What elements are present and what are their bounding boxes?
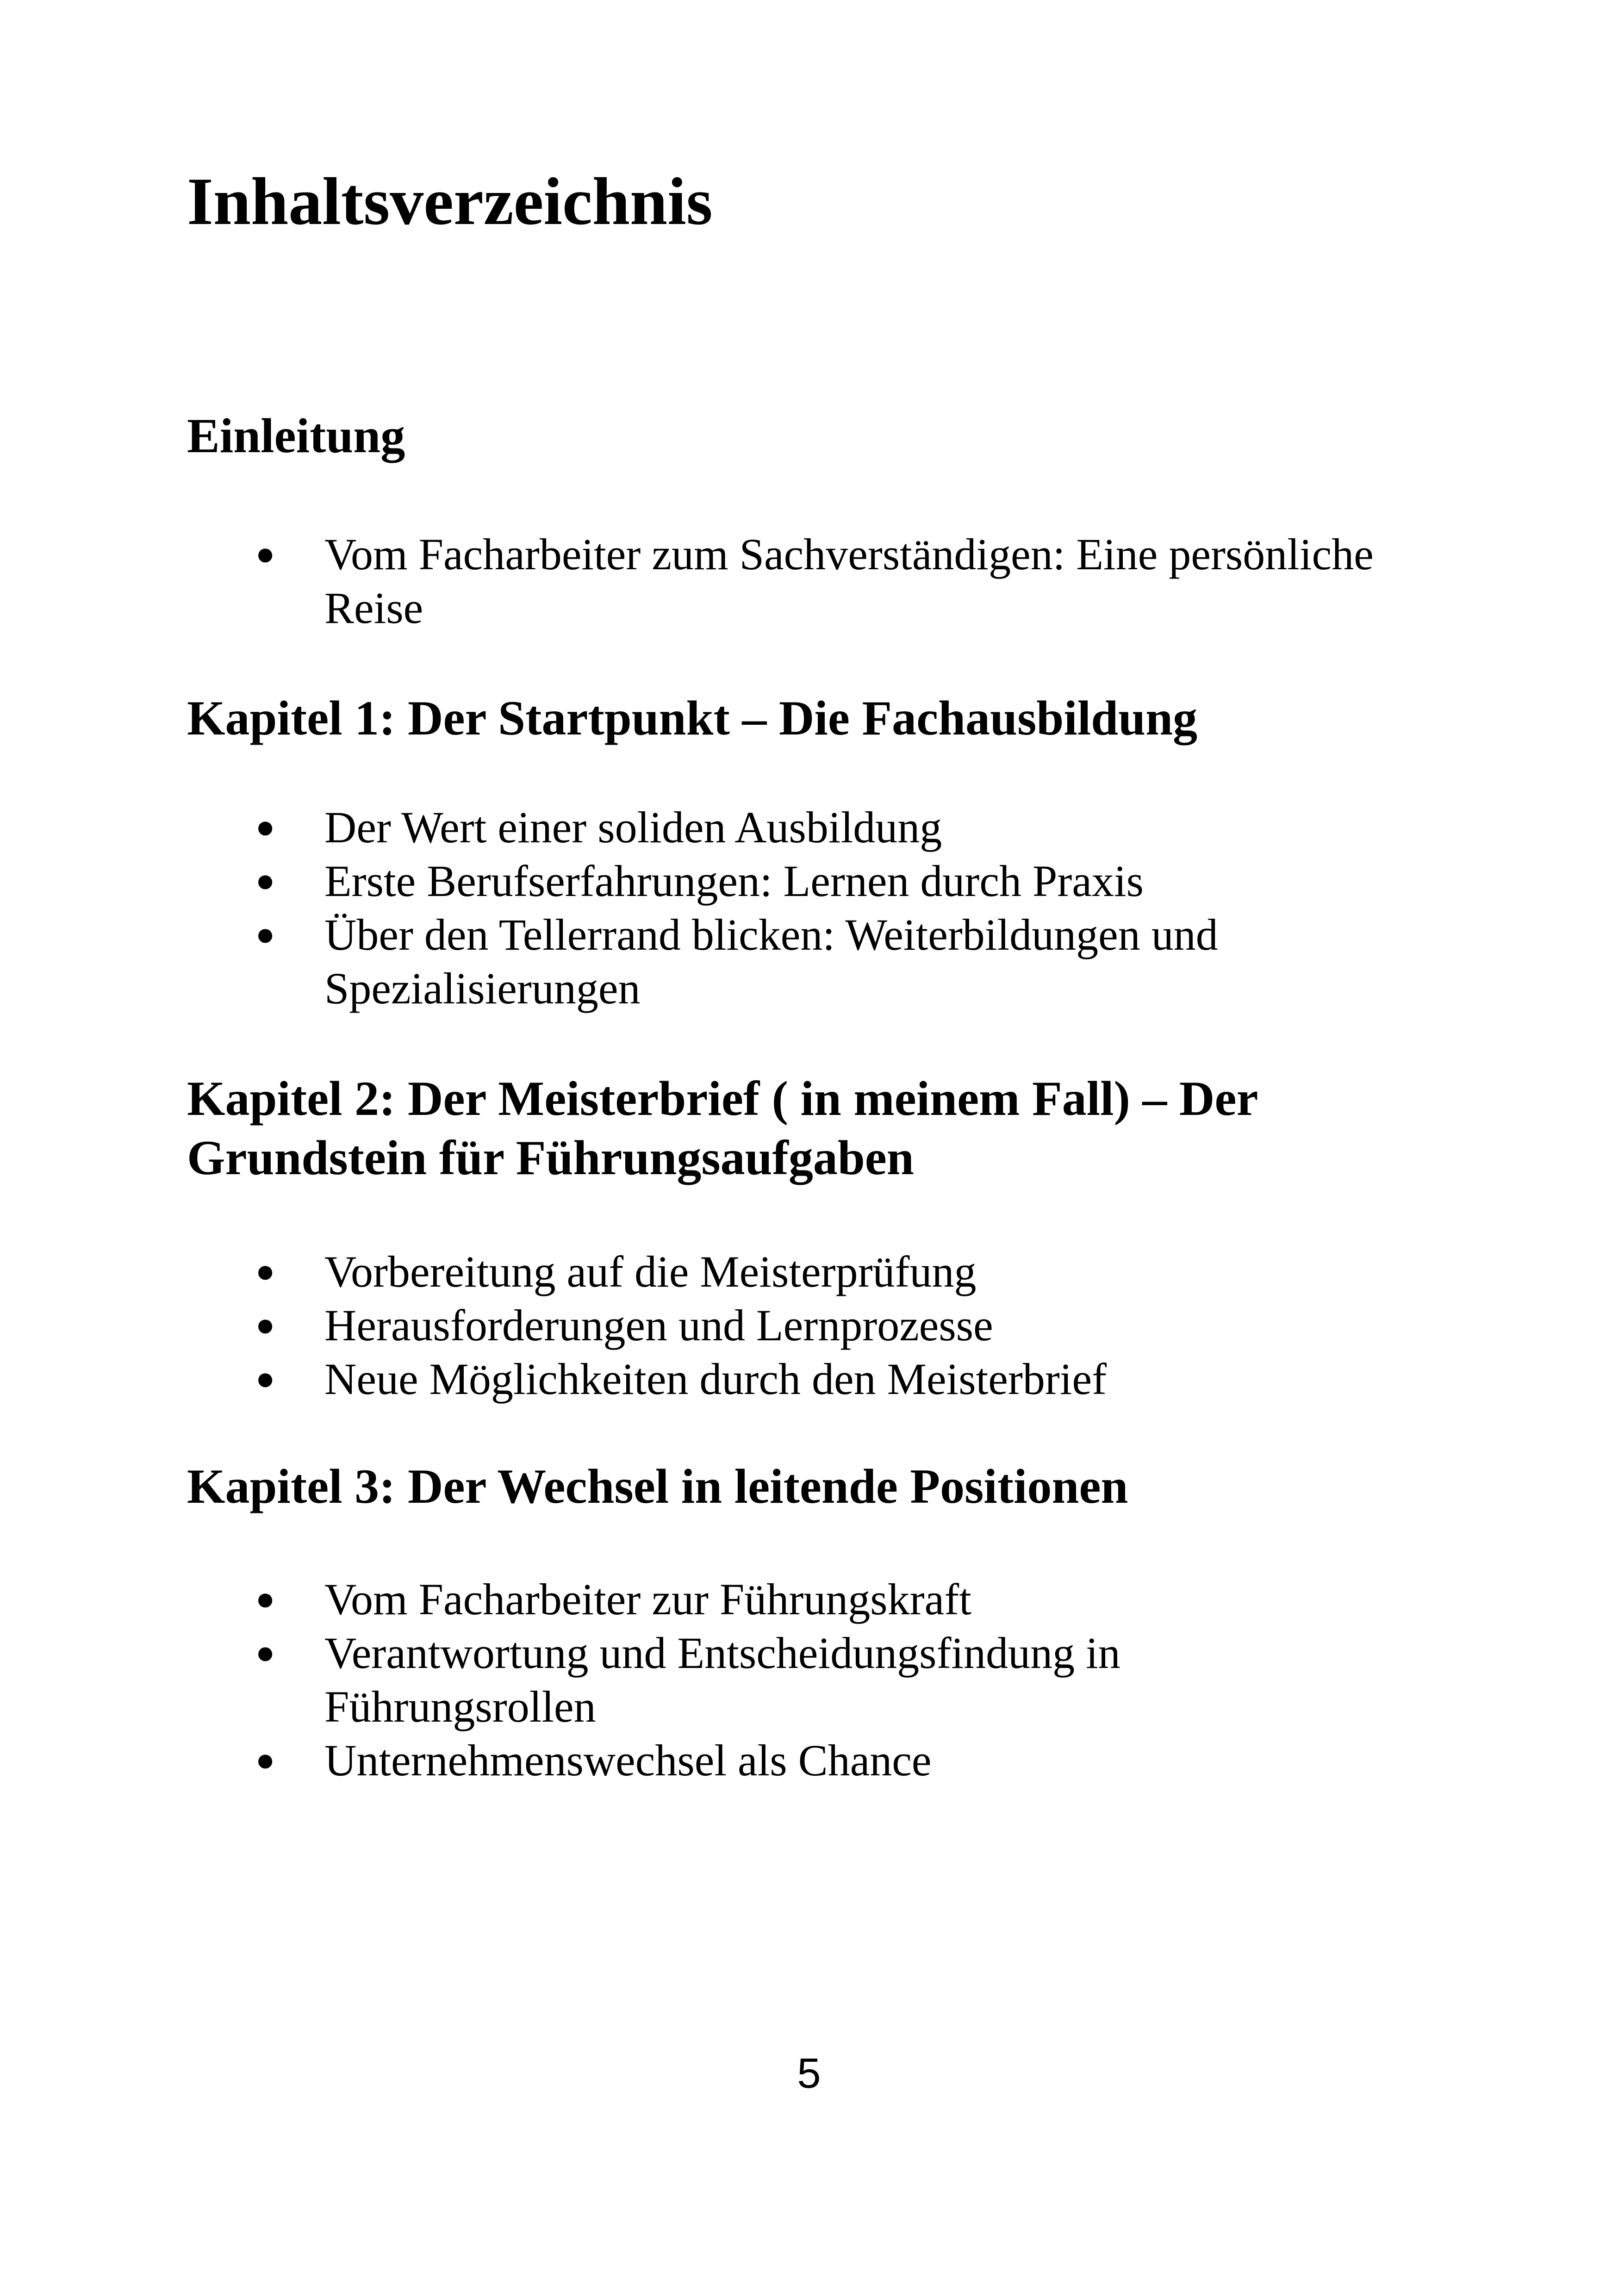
list-item <box>187 1299 1481 1352</box>
bullet-icon: ● <box>255 863 275 899</box>
toc-section-kapitel-1 <box>187 689 1437 748</box>
list-item-text: Verantwortung und Entscheidungsfindung in Führungsrollen <box>324 1628 1120 1731</box>
toc-items-kapitel-2 <box>187 1245 1437 1406</box>
page-title: Inhaltsverzeichnis <box>187 164 713 239</box>
list-item-text: Über den Tellerrand blicken: Weiterbildungen und Spezialisierungen <box>324 910 1218 1013</box>
list-item <box>187 1352 1481 1406</box>
bullet-icon: ● <box>255 1581 275 1617</box>
bullet-icon: ● <box>255 809 275 845</box>
bullet-icon: ● <box>255 1254 275 1289</box>
list-item-text: Neue Möglichkeiten durch den Meisterbrief <box>324 1354 1107 1404</box>
list-item <box>187 528 1389 635</box>
list-item <box>187 1626 1389 1734</box>
list-item <box>187 908 1481 1015</box>
page-number: 5 <box>797 2050 821 2097</box>
bullet-icon: ● <box>255 917 275 952</box>
toc-items-einleitung <box>187 528 1437 635</box>
list-item-text: Der Wert einer soliden Ausbildung <box>324 803 942 852</box>
toc-section-kapitel-2 <box>187 1069 1437 1188</box>
list-item-text: Unternehmenswechsel als Chance <box>324 1736 932 1785</box>
toc-items-kapitel-3 <box>187 1573 1437 1787</box>
list-item-text: Herausforderungen und Lernprozesse <box>324 1300 993 1350</box>
list-item-text: Vom Facharbeiter zur Führungskraft <box>324 1574 971 1624</box>
list-item <box>187 854 1481 908</box>
list-item <box>187 1734 1389 1787</box>
toc-section-kapitel-3 <box>187 1457 1437 1516</box>
list-item <box>187 1245 1481 1299</box>
section-heading: Einleitung <box>187 409 405 463</box>
section-heading: Kapitel 3: Der Wechsel in leitende Positionen <box>187 1459 1128 1513</box>
bullet-icon: ● <box>255 1307 275 1343</box>
list-item <box>187 1573 1389 1626</box>
bullet-icon: ● <box>255 1361 275 1397</box>
list-item-text: Erste Berufserfahrungen: Lernen durch Praxis <box>324 856 1144 906</box>
section-heading: Kapitel 2: Der Meisterbrief ( in meinem Fall) – Der Grundstein für Führungsaufgaben <box>187 1071 1257 1185</box>
bullet-icon: ● <box>255 1742 275 1778</box>
section-heading: Kapitel 1: Der Startpunkt – Die Fachausbildung <box>187 691 1198 745</box>
toc-items-kapitel-1 <box>187 801 1437 1015</box>
toc-section-einleitung <box>187 406 1437 466</box>
bullet-icon: ● <box>255 1635 275 1671</box>
list-item <box>187 801 1481 854</box>
list-item-text: Vom Facharbeiter zum Sachverständigen: Eine persönliche Reise <box>324 529 1374 633</box>
bullet-icon: ● <box>255 536 275 572</box>
list-item-text: Vorbereitung auf die Meisterprüfung <box>324 1247 977 1296</box>
